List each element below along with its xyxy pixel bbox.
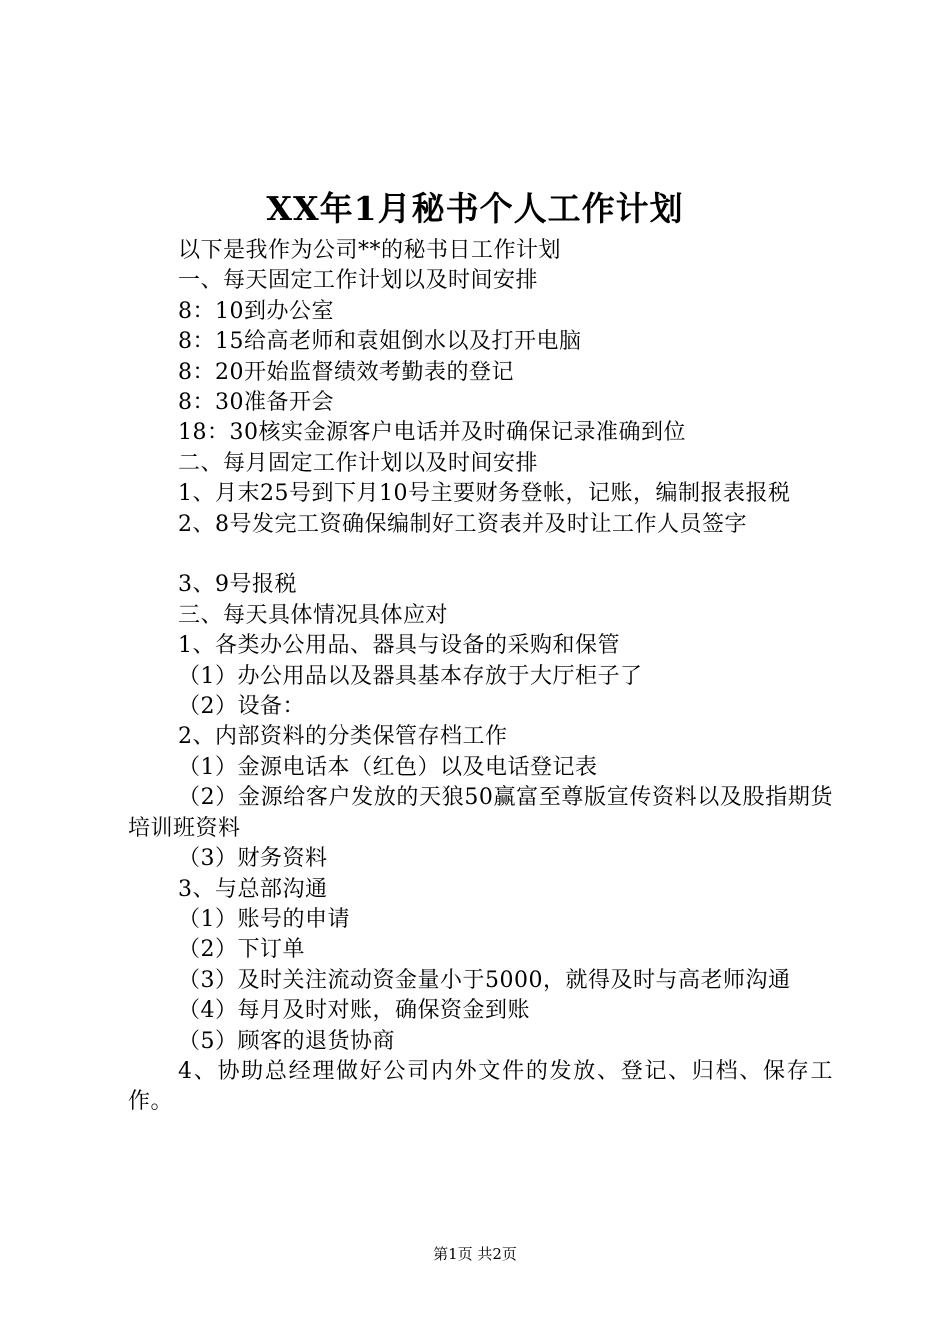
section-heading: 二、每月固定工作计划以及时间安排 — [178, 450, 539, 476]
schedule-item: 8：10到办公室 — [178, 298, 334, 324]
sub-list-item: （2）下订单 — [178, 937, 305, 963]
list-item: 1、月末25号到下月10号主要财务登帐，记账，编制报表报税 — [178, 481, 791, 507]
sub-list-item: （2）金源给客户发放的天狼50赢富至尊版宣传资料以及股指期货培训班资料 — [128, 785, 833, 841]
page-number-footer: 第1页 共2页 — [433, 1245, 517, 1263]
list-item: 2、8号发完工资确保编制好工资表并及时让工作人员签字 — [178, 511, 747, 537]
sub-list-item: （1）办公用品以及器具基本存放于大厅柜子了 — [178, 663, 643, 689]
schedule-item: 8：30准备开会 — [178, 390, 334, 416]
schedule-item: 18：30核实金源客户电话并及时确保记录准确到位 — [178, 420, 686, 446]
list-item: 2、内部资料的分类保管存档工作 — [178, 724, 508, 750]
paragraph: 以下是我作为公司**的秘书日工作计划 — [178, 238, 562, 263]
document-title: XX年1月秘书个人工作计划 — [266, 189, 684, 228]
sub-list-item: （4）每月及时对账，确保资金到账 — [178, 998, 530, 1024]
sub-list-item: （1）账号的申请 — [178, 906, 350, 932]
list-item: 3、与总部沟通 — [178, 876, 328, 902]
sub-list-item: （1）金源电话本（红色）以及电话登记表 — [178, 754, 598, 780]
schedule-item: 8：20开始监督绩效考勤表的登记 — [178, 359, 514, 385]
section-heading: 一、每天固定工作计划以及时间安排 — [178, 268, 539, 294]
sub-list-item: （2）设备： — [178, 694, 305, 720]
blank-line — [128, 540, 833, 570]
section-heading: 三、每天具体情况具体应对 — [178, 602, 449, 628]
sub-list-item: （3）及时关注流动资金量小于5000，就得及时与高老师沟通 — [178, 967, 791, 993]
list-item: 3、9号报税 — [178, 572, 297, 598]
list-item: 1、各类办公用品、器具与设备的采购和保管 — [178, 633, 620, 659]
sub-list-item: （3）财务资料 — [178, 846, 328, 872]
list-item: 4、协助总经理做好公司内外文件的发放、登记、归档、保存工作。 — [128, 1058, 833, 1115]
sub-list-item: （5）顾客的退货协商 — [178, 1028, 395, 1054]
document-body — [128, 236, 833, 1118]
schedule-item: 8：15给高老师和袁姐倒水以及打开电脑 — [178, 329, 582, 355]
